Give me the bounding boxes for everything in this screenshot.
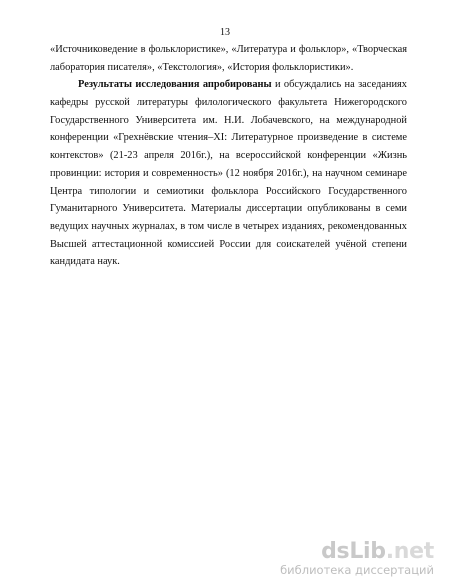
dslib-watermark [280,538,434,577]
watermark-logo [280,538,434,564]
text-line: «Источниковедение в фольклористике», «Литература и фольклор», «Творческая [50,44,407,55]
text-line: контекстов» (21-23 апреля 2016г.), на всероссийской конференции «Жизнь [50,150,407,162]
text-line: Гуманитарного Университета. Материалы диссертации опубликованы в семи [50,203,407,215]
text-line: лаборатория писателя», «Текстология», «История фольклористики». [50,61,354,73]
watermark-logo-main: dsLib [321,538,386,564]
text-line: кафедры русской литературы филологического факультета Нижегородского [50,97,407,109]
text-line: Высшей аттестационной комиссией России для соискателей учёной степени [50,238,407,250]
text-line: конференции «Грехнёвские чтения–XI: Литературное произведение в системе [50,132,407,144]
text-line-lead [50,76,407,94]
text-line: кандидата наук. [50,256,120,268]
text-line: ведущих научных журналах, в том числе в четырех изданиях, рекомендованных [50,220,407,232]
watermark-caption: библиотека диссертаций [280,562,434,577]
page-number: 13 [220,27,230,38]
text-line: Государственного Университета им. Н.И. Лобачевского, на международной [50,114,407,126]
document-body [50,41,407,271]
text-line: Центра типологии и семиотики фольклора Российского Государственного [50,185,407,197]
watermark-logo-tld: .net [385,538,434,564]
text-line-rest: и обсуждались на заседаниях [275,79,407,91]
bold-lead-phrase: Результаты исследования апробированы [78,79,272,91]
text-line: провинции: история и современность» (12 ноября 2016г.), на научном семинаре [50,167,407,179]
